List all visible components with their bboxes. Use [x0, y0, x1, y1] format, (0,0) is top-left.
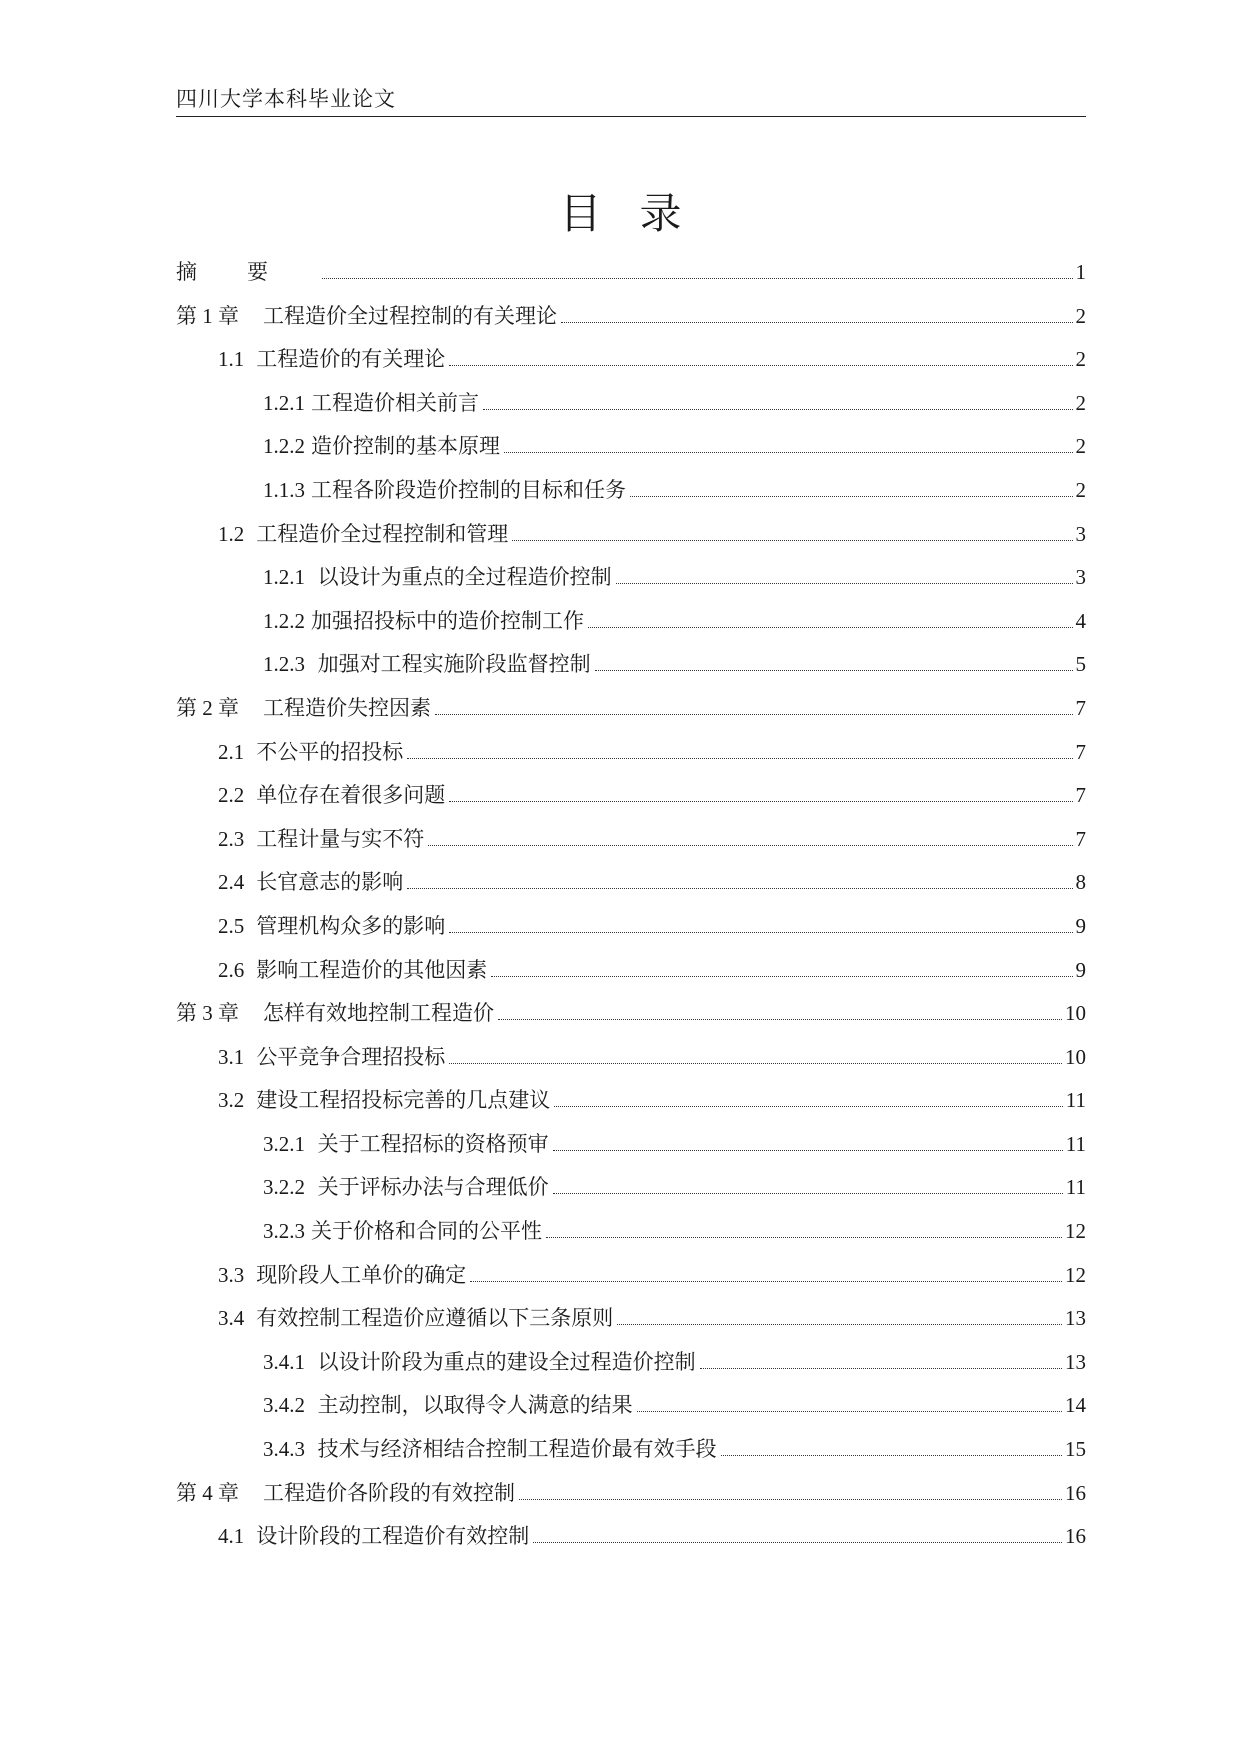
toc-entry-label	[263, 1346, 696, 1376]
toc-entry-number: 1.2	[218, 521, 245, 546]
toc-entry-label	[218, 1302, 613, 1332]
toc-entry-label	[218, 910, 445, 940]
toc-subsection-entry[interactable]	[176, 1128, 1086, 1172]
toc-subsection-entry[interactable]	[176, 430, 1086, 474]
toc-entry-label	[263, 430, 500, 460]
toc-page-number: 9	[1075, 913, 1086, 938]
toc-chapter-entry[interactable]	[176, 1477, 1086, 1521]
toc-entry-text: 技术与经济相结合控制工程造价最有效手段	[311, 1437, 717, 1462]
toc-subsection-entry[interactable]	[176, 1389, 1086, 1433]
toc-entry-number: 第 4 章	[176, 1480, 239, 1505]
toc-page-number: 2	[1075, 477, 1086, 502]
toc-entry-text: 管理机构众多的影响	[256, 913, 446, 938]
toc-entry-label	[218, 779, 445, 809]
toc-entry-label	[218, 866, 403, 896]
toc-entry-number: 2.2	[218, 783, 245, 808]
toc-entry-number: 第 1 章	[176, 303, 239, 328]
toc-section-entry[interactable]	[176, 910, 1086, 954]
dot-leader	[595, 670, 1073, 671]
toc-entry-label	[263, 387, 479, 417]
toc-subsection-entry[interactable]	[176, 648, 1086, 692]
toc-entry-label	[218, 1041, 445, 1071]
toc-entry-label	[218, 1259, 466, 1289]
toc-section-entry[interactable]	[176, 779, 1086, 823]
toc-entry-text: 现阶段人工单价的确定	[256, 1262, 467, 1287]
dot-leader	[553, 1150, 1063, 1151]
toc-entry-text: 设计阶段的工程造价有效控制	[256, 1524, 530, 1549]
dot-leader	[546, 1237, 1062, 1238]
dot-leader	[533, 1542, 1062, 1543]
toc-section-entry[interactable]	[176, 343, 1086, 387]
toc-entry-label	[263, 474, 626, 504]
toc-entry-label	[218, 1084, 550, 1114]
toc-page-number: 8	[1075, 870, 1086, 895]
dot-leader	[553, 1193, 1063, 1194]
dot-leader	[700, 1368, 1062, 1369]
dot-leader	[449, 801, 1072, 802]
toc-entry-number: 3.3	[218, 1262, 245, 1287]
toc-entry-number: 1.2.3	[263, 652, 305, 677]
toc-page-number: 13	[1065, 1306, 1086, 1331]
toc-page-number: 11	[1065, 1131, 1086, 1156]
toc-entry-text: 长官意志的影响	[256, 870, 404, 895]
toc-page-number: 2	[1075, 390, 1086, 415]
toc-page-number: 5	[1075, 652, 1086, 677]
toc-section-entry[interactable]	[176, 823, 1086, 867]
toc-entry-number: 3.2	[218, 1088, 245, 1113]
toc-entry-text: 关于工程招标的资格预审	[311, 1131, 549, 1156]
toc-section-entry[interactable]	[176, 954, 1086, 998]
dot-leader	[435, 714, 1073, 715]
toc-entry-text: 工程造价相关前言	[311, 390, 479, 415]
dot-leader	[519, 1499, 1062, 1500]
toc-entry-number: 2.3	[218, 826, 245, 851]
toc-entry-text: 有效控制工程造价应遵循以下三条原则	[256, 1306, 614, 1331]
dot-leader	[449, 365, 1072, 366]
dot-leader	[554, 1106, 1063, 1107]
toc-entry-text: 工程造价各阶段的有效控制	[263, 1480, 515, 1505]
dot-leader	[617, 1324, 1062, 1325]
toc-section-entry[interactable]	[176, 866, 1086, 910]
toc-entry-text: 工程造价全过程控制的有关理论	[263, 303, 557, 328]
toc-entry-label	[218, 343, 445, 373]
toc-entry-text: 造价控制的基本原理	[311, 434, 500, 459]
toc-section-entry[interactable]	[176, 1259, 1086, 1303]
toc-page-number: 7	[1075, 783, 1086, 808]
toc-section-entry[interactable]	[176, 1084, 1086, 1128]
toc-entry-text: 不公平的招投标	[256, 739, 404, 764]
toc-section-entry[interactable]	[176, 736, 1086, 780]
toc-page-number: 7	[1075, 739, 1086, 764]
toc-subsection-entry[interactable]	[176, 1433, 1086, 1477]
toc-entry-label	[263, 1389, 633, 1419]
toc-entry-text: 关于价格和合同的公平性	[311, 1219, 542, 1244]
toc-page-number: 1	[1075, 260, 1086, 284]
dot-leader	[498, 1019, 1062, 1020]
toc-entry-number: 1.1	[218, 347, 245, 372]
toc-page-number: 12	[1065, 1219, 1086, 1244]
dot-leader	[504, 452, 1073, 453]
dot-leader	[616, 583, 1073, 584]
toc-entry-text: 摘要	[176, 260, 318, 284]
toc-entry-text: 主动控制，以取得令人满意的结果	[311, 1393, 633, 1418]
toc-entry-number: 1.2.1	[263, 565, 305, 590]
toc-entry-label	[218, 1520, 529, 1550]
toc-page-number: 9	[1075, 957, 1086, 982]
toc-title: 目录	[559, 189, 720, 238]
toc-section-entry[interactable]	[176, 1302, 1086, 1346]
toc-page-number: 7	[1075, 826, 1086, 851]
toc-entry-text: 工程各阶段造价控制的目标和任务	[311, 477, 626, 502]
toc-entry-number: 2.1	[218, 739, 245, 764]
dot-leader	[407, 888, 1072, 889]
toc-entry-label	[263, 1128, 549, 1158]
toc-entry-label	[218, 823, 424, 853]
dot-leader	[407, 758, 1072, 759]
toc-entry-number: 1.2.2	[263, 434, 305, 459]
toc-entry-label	[263, 1171, 549, 1201]
toc-entry-label	[263, 1433, 717, 1463]
toc-entry-label	[176, 256, 318, 286]
toc-page-number: 11	[1065, 1088, 1086, 1113]
toc-subsection-entry[interactable]	[176, 387, 1086, 431]
toc-entry-text: 关于评标办法与合理低价	[311, 1175, 549, 1200]
toc-subsection-entry[interactable]	[176, 1215, 1086, 1259]
toc-page-number: 14	[1065, 1393, 1086, 1418]
toc-entry-text: 工程计量与实不符	[256, 826, 425, 851]
toc-entry-number: 第 2 章	[176, 695, 239, 720]
toc-entry-number: 2.6	[218, 957, 245, 982]
toc-page-number: 2	[1075, 303, 1086, 328]
toc-page-number: 12	[1065, 1262, 1086, 1287]
toc-page-number: 10	[1065, 1044, 1086, 1069]
toc-entry-label	[263, 1215, 542, 1245]
running-header-text: 四川大学本科毕业论文	[176, 87, 396, 111]
toc-subsection-entry[interactable]	[176, 605, 1086, 649]
toc-subsection-entry[interactable]	[176, 1346, 1086, 1390]
toc-entry-label	[263, 605, 584, 635]
toc-page-number: 11	[1065, 1175, 1086, 1200]
toc-page-number: 10	[1065, 1001, 1086, 1026]
toc-page-number: 16	[1065, 1524, 1086, 1549]
dot-leader	[322, 278, 1073, 279]
dot-leader	[561, 322, 1073, 323]
toc-entry-label	[176, 692, 431, 722]
dot-leader	[428, 845, 1072, 846]
dot-leader	[630, 496, 1073, 497]
toc-section-entry[interactable]	[176, 1520, 1086, 1564]
toc-entry-number: 3.1	[218, 1044, 245, 1069]
toc-entry-number: 3.4.2	[263, 1393, 305, 1418]
toc-entry-text: 单位存在着很多问题	[256, 783, 446, 808]
toc-page-number: 3	[1075, 565, 1086, 590]
toc-entry-number: 3.4	[218, 1306, 245, 1331]
toc-entry-text: 加强对工程实施阶段监督控制	[311, 652, 591, 677]
toc-entry-text: 工程造价失控因素	[263, 695, 431, 720]
toc-entry-label	[263, 561, 612, 591]
toc-entry-number: 2.5	[218, 913, 245, 938]
dot-leader	[491, 976, 1072, 977]
toc-page-number: 16	[1065, 1480, 1086, 1505]
toc-subsection-entry[interactable]	[176, 1171, 1086, 1215]
toc-entry-number: 3.2.2	[263, 1175, 305, 1200]
toc-page-number: 2	[1075, 347, 1086, 372]
toc-entry-label	[176, 1477, 515, 1507]
toc-page-number: 7	[1075, 695, 1086, 720]
toc-entry-number: 3.4.1	[263, 1349, 305, 1374]
dot-leader	[483, 409, 1073, 410]
toc-chapter-entry[interactable]	[176, 692, 1086, 736]
toc-entry-text: 怎样有效地控制工程造价	[263, 1001, 494, 1026]
dot-leader	[588, 627, 1073, 628]
toc-entry-text: 以设计阶段为重点的建设全过程造价控制	[311, 1349, 696, 1374]
toc-chapter-entry[interactable]	[176, 256, 1086, 300]
toc-entry-text: 加强招投标中的造价控制工作	[311, 608, 584, 633]
toc-entry-number: 1.2.2	[263, 608, 305, 633]
toc-page-number: 4	[1075, 608, 1086, 633]
toc-entry-text: 工程造价的有关理论	[256, 347, 446, 372]
toc-page-number: 2	[1075, 434, 1086, 459]
toc-entry-number: 3.4.3	[263, 1437, 305, 1462]
toc-entry-text: 影响工程造价的其他因素	[256, 957, 488, 982]
toc-entry-label	[176, 300, 557, 330]
dot-leader	[637, 1411, 1062, 1412]
toc-entry-label	[218, 954, 487, 984]
running-header	[176, 86, 1086, 117]
table-of-contents	[176, 256, 1086, 1564]
toc-entry-label	[218, 736, 403, 766]
toc-entry-number: 第 3 章	[176, 1001, 239, 1026]
toc-entry-text: 公平竞争合理招投标	[256, 1044, 446, 1069]
toc-entry-number: 2.4	[218, 870, 245, 895]
toc-entry-number: 3.2.3	[263, 1219, 305, 1244]
toc-page-number: 13	[1065, 1349, 1086, 1374]
toc-entry-number: 1.2.1	[263, 390, 305, 415]
toc-entry-text: 以设计为重点的全过程造价控制	[311, 565, 612, 590]
toc-entry-number: 3.2.1	[263, 1131, 305, 1156]
toc-entry-number: 4.1	[218, 1524, 245, 1549]
toc-entry-label	[263, 648, 591, 678]
dot-leader	[470, 1281, 1062, 1282]
dot-leader	[721, 1455, 1062, 1456]
toc-page-number: 3	[1075, 521, 1086, 546]
toc-section-entry[interactable]	[176, 518, 1086, 562]
toc-chapter-entry[interactable]	[176, 997, 1086, 1041]
toc-entry-label	[218, 518, 508, 548]
toc-entry-text: 建设工程招投标完善的几点建议	[256, 1088, 551, 1113]
dot-leader	[512, 540, 1072, 541]
toc-chapter-entry[interactable]	[176, 300, 1086, 344]
toc-entry-label	[176, 997, 494, 1027]
toc-entry-number: 1.1.3	[263, 477, 305, 502]
toc-page-number: 15	[1065, 1437, 1086, 1462]
toc-section-entry[interactable]	[176, 1041, 1086, 1085]
toc-subsection-entry[interactable]	[176, 474, 1086, 518]
dot-leader	[449, 1063, 1062, 1064]
toc-subsection-entry[interactable]	[176, 561, 1086, 605]
toc-entry-text: 工程造价全过程控制和管理	[256, 521, 509, 546]
dot-leader	[449, 932, 1072, 933]
